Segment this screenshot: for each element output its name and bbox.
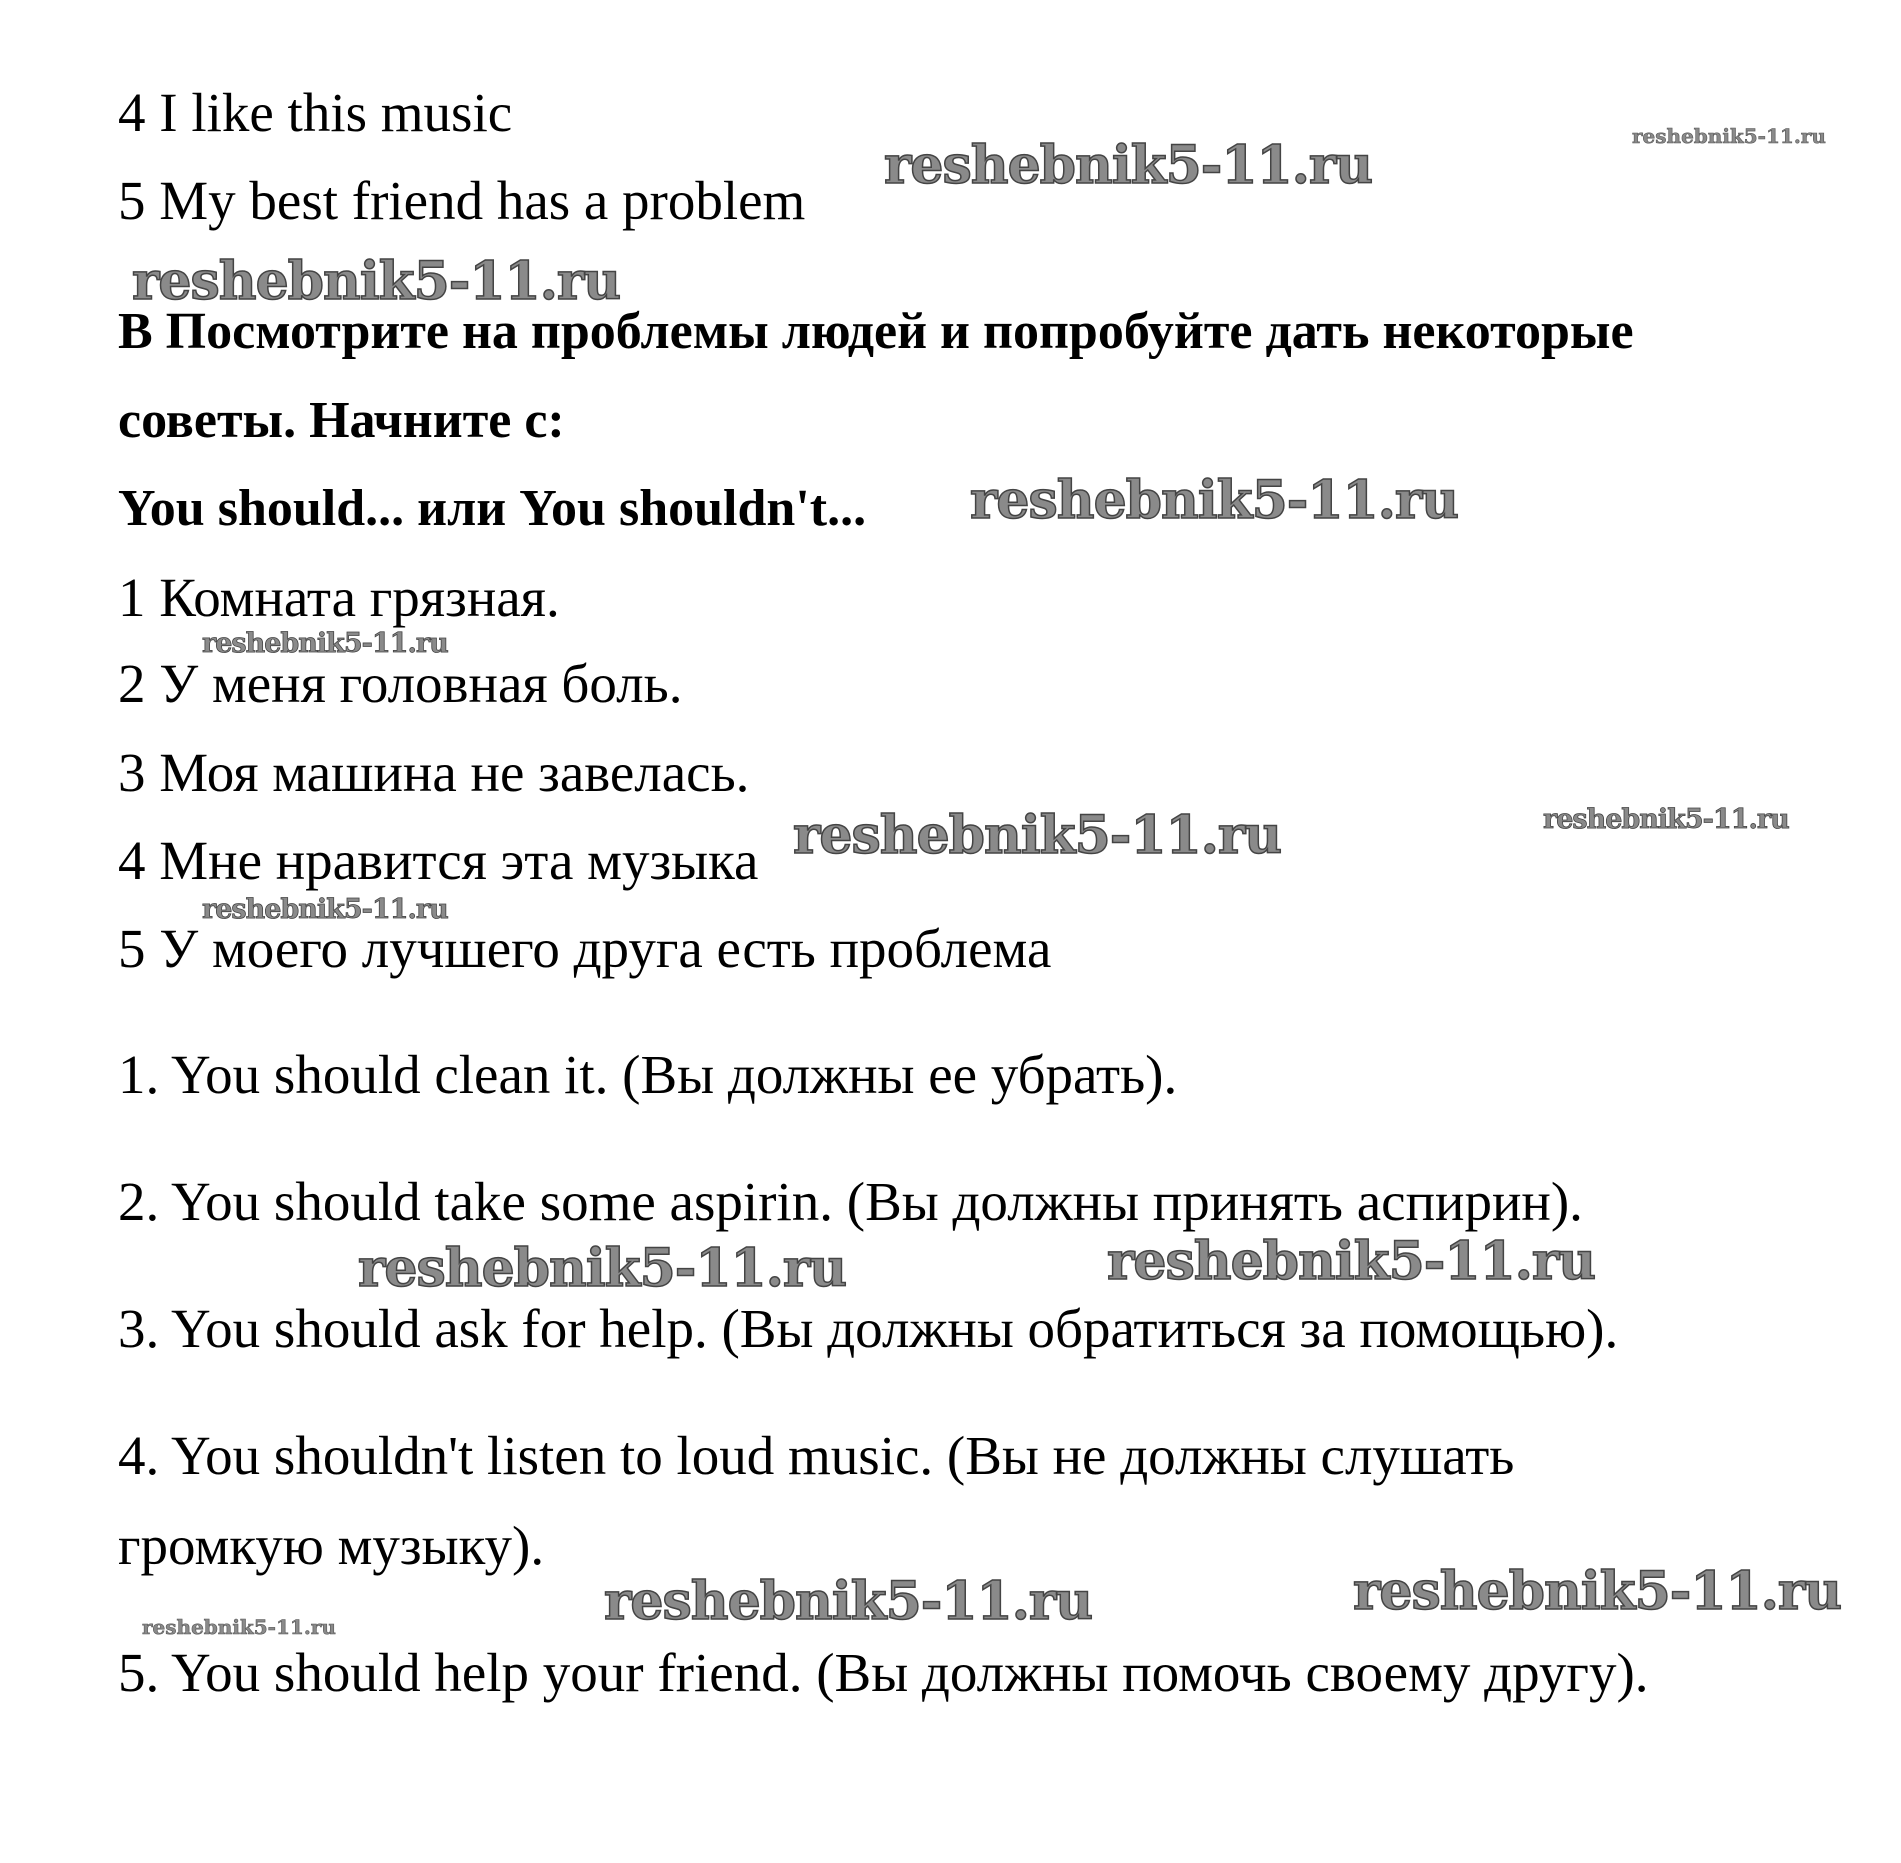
task-heading-line-3: You should... или You shouldn't... [118, 480, 867, 537]
answer-4-line-1: 4. You shouldn't listen to loud music. (Вы не должны слушать [118, 1425, 1515, 1486]
watermark: reshebnik5-11.ru [202, 894, 448, 925]
answer-3: 3. You should ask for help. (Вы должны обратиться за помощью). [118, 1298, 1619, 1359]
answer-1: 1. You should clean it. (Вы должны ее убрать). [118, 1044, 1178, 1105]
watermark: reshebnik5-11.ru [132, 251, 621, 312]
problem-en-5: 5 My best friend has a problem [118, 170, 806, 231]
watermark: reshebnik5-11.ru [358, 1238, 847, 1299]
watermark: reshebnik5-11.ru [1632, 124, 1826, 148]
answer-4-line-2: громкую музыку). [118, 1515, 545, 1576]
problem-ru-4: 4 Мне нравится эта музыка [118, 830, 759, 891]
watermark: reshebnik5-11.ru [1353, 1561, 1842, 1622]
watermark: reshebnik5-11.ru [793, 805, 1282, 866]
watermark: reshebnik5-11.ru [142, 1615, 336, 1639]
problem-en-4: 4 I like this music [118, 82, 513, 143]
watermark: reshebnik5-11.ru [884, 135, 1373, 196]
watermark: reshebnik5-11.ru [202, 628, 448, 659]
task-heading-line-1: B Посмотрите на проблемы людей и попробуйте дать некоторые [118, 303, 1634, 360]
problem-ru-2: 2 У меня головная боль. [118, 653, 683, 714]
problem-ru-3: 3 Моя машина не завелась. [118, 742, 750, 803]
task-heading-line-2: советы. Начните с: [118, 392, 565, 449]
problem-ru-5: 5 У моего лучшего друга есть проблема [118, 918, 1052, 979]
problem-ru-1: 1 Комната грязная. [118, 567, 560, 628]
watermark: reshebnik5-11.ru [1107, 1231, 1596, 1292]
watermark: reshebnik5-11.ru [604, 1571, 1093, 1632]
watermark: reshebnik5-11.ru [1543, 804, 1789, 835]
watermark: reshebnik5-11.ru [970, 470, 1459, 531]
answer-2: 2. You should take some aspirin. (Вы должны принять аспирин). [118, 1171, 1583, 1232]
answer-5: 5. You should help your friend. (Вы должны помочь своему другу). [118, 1642, 1649, 1703]
